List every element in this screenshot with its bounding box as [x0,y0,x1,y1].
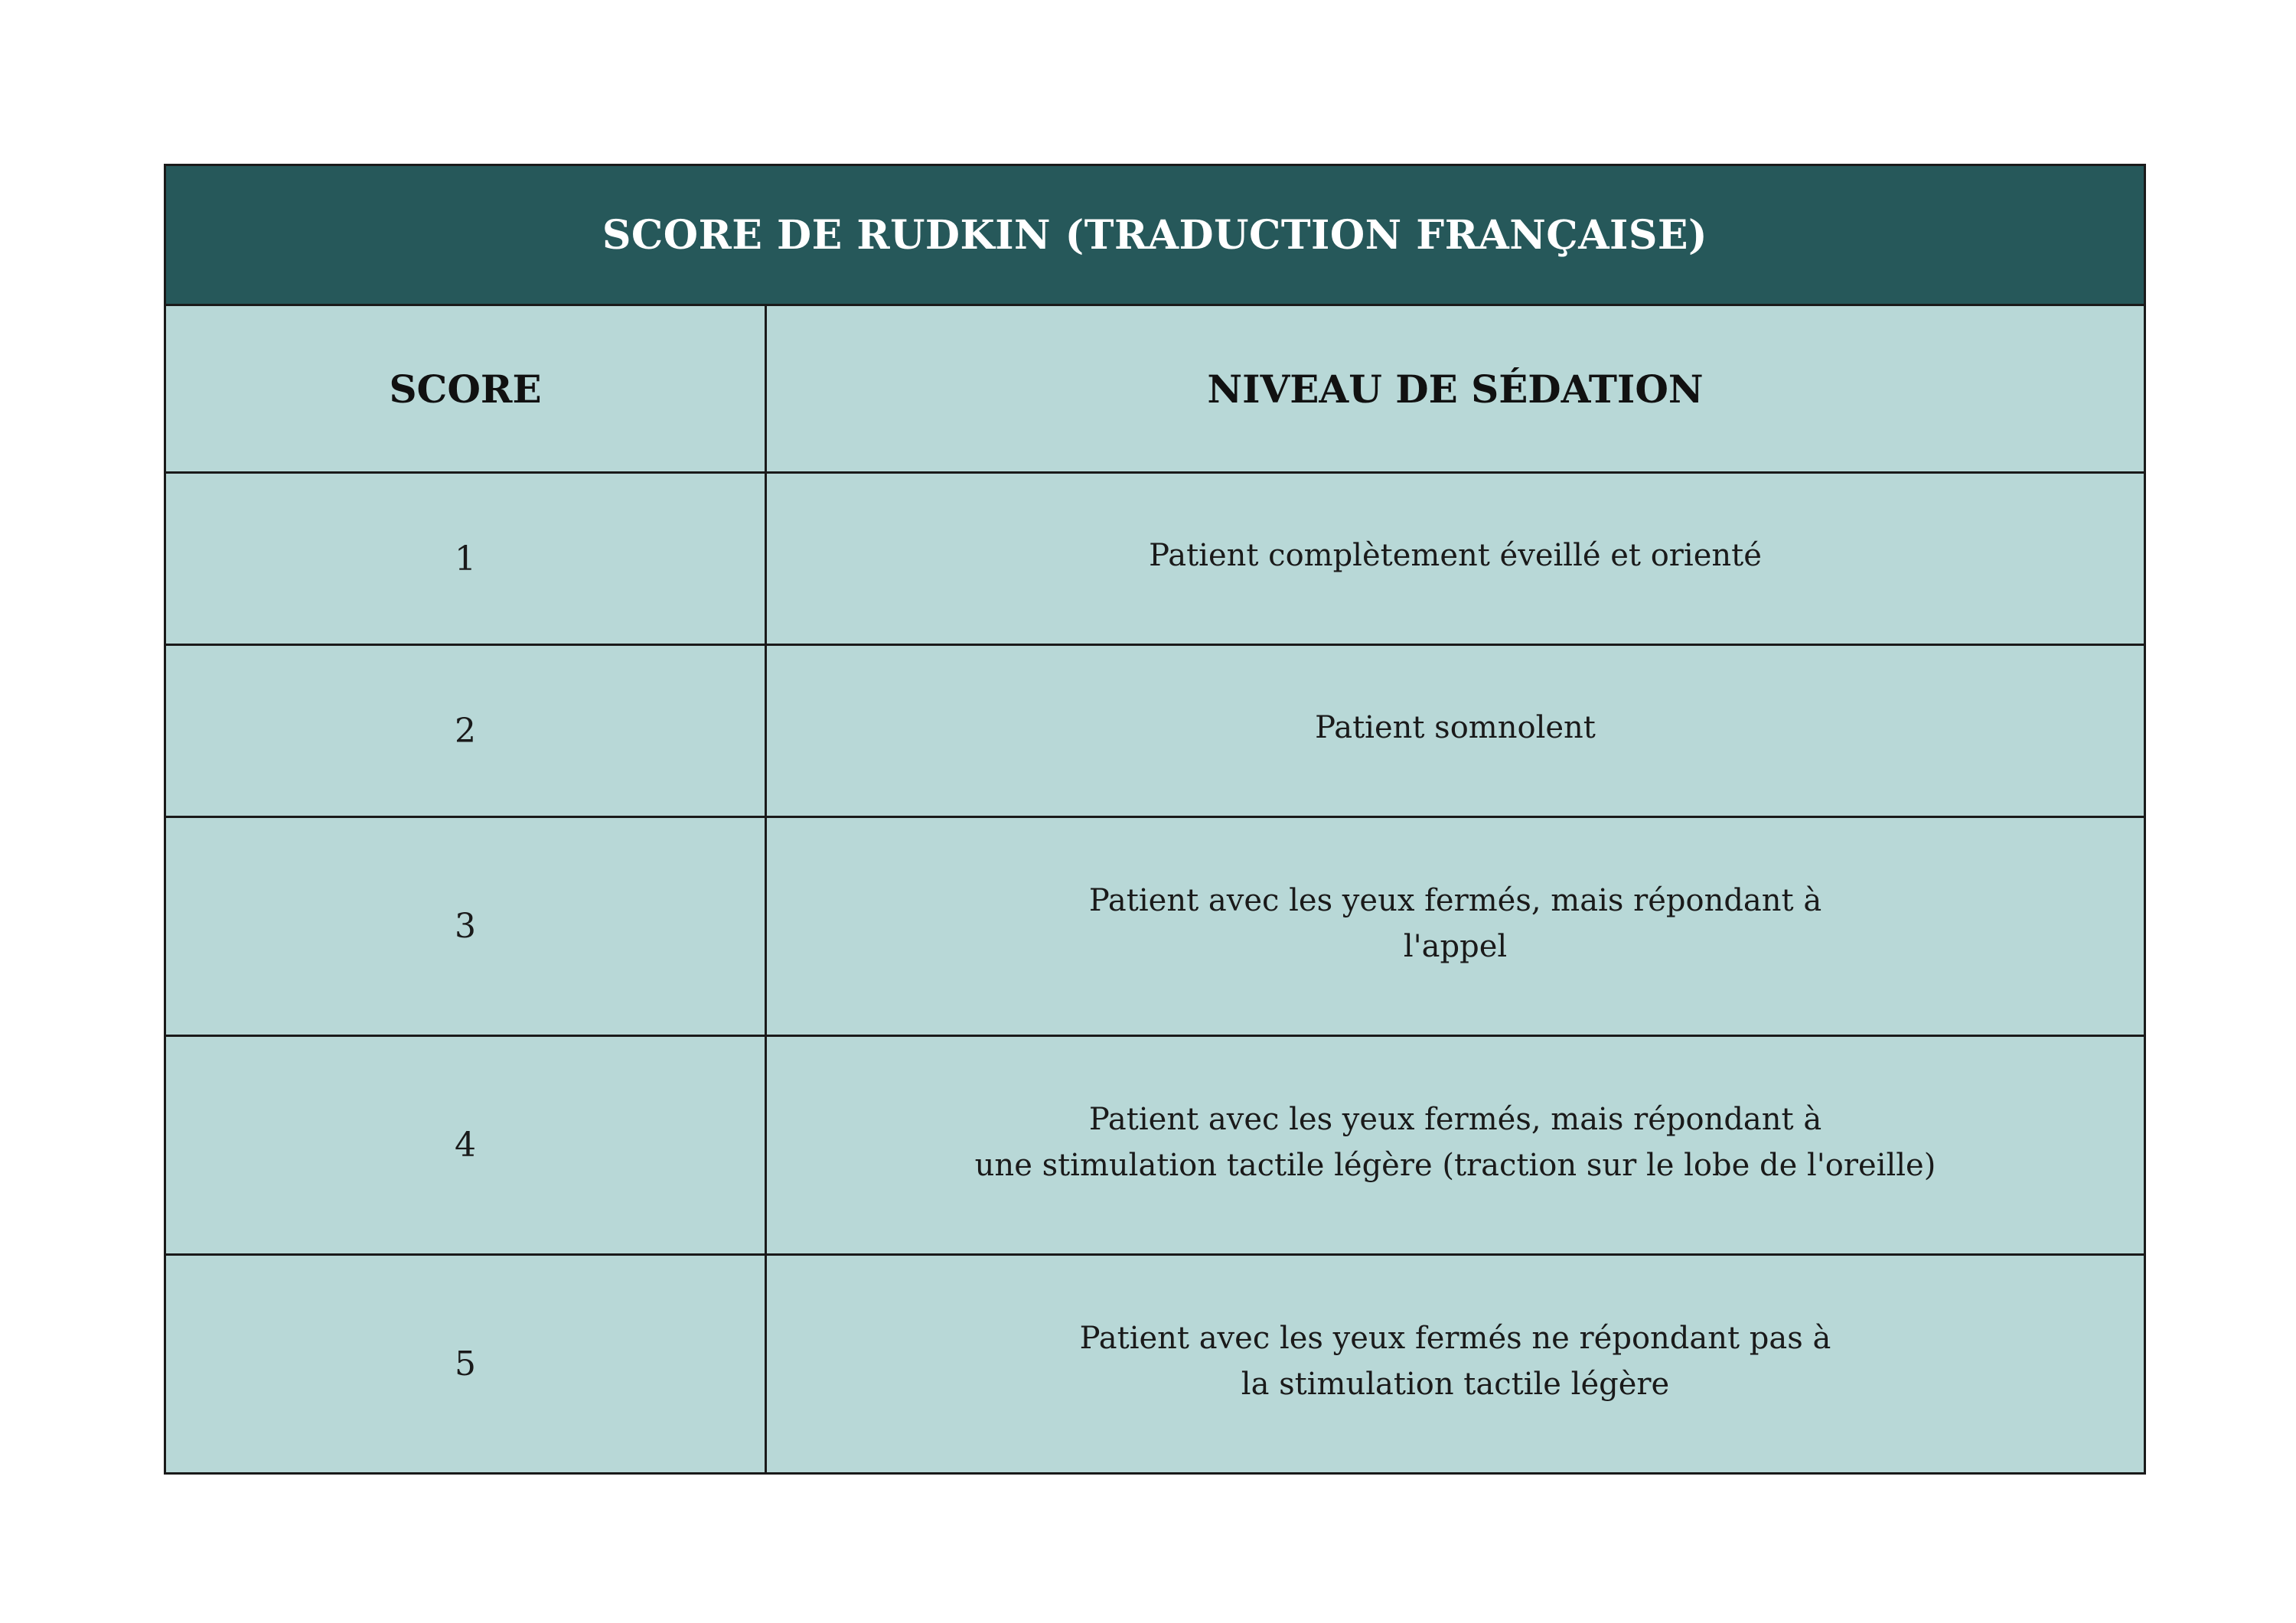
table-row [166,1256,2144,1472]
score-value: 4 [455,1126,476,1165]
table-row [166,1037,2144,1256]
table-title-row [166,166,2144,306]
description-line: l'appel [1403,928,1508,964]
table-header-row [166,306,2144,474]
score-cell [166,818,767,1035]
header-cell-score [166,306,767,471]
description-line: Patient avec les yeux fermés, mais répondant à [1088,882,1822,918]
score-value: 2 [455,711,476,751]
description-cell [767,1037,2144,1253]
score-value: 5 [455,1344,476,1383]
table-title: SCORE DE RUDKIN (TRADUCTION FRANÇAISE) [602,211,1708,259]
description-text [1089,878,1821,970]
description-line: Patient complètement éveillé et orienté [1149,538,1762,573]
description-cell [767,474,2144,644]
description-cell [767,646,2144,816]
description-text [975,1097,1936,1188]
score-value: 3 [455,907,476,946]
header-cell-level [767,306,2144,471]
table-row [166,818,2144,1037]
description-cell [767,1256,2144,1472]
description-line: la stimulation tactile légère [1241,1366,1670,1402]
score-cell [166,1037,767,1253]
score-cell [166,474,767,644]
score-cell [166,1256,767,1472]
description-line: Patient avec les yeux fermés, mais répondant à [1088,1101,1822,1137]
table-row [166,646,2144,818]
score-value: 1 [455,539,476,578]
description-line: Patient avec les yeux fermés ne répondant pas à [1079,1320,1831,1356]
description-cell [767,818,2144,1035]
header-score-label: SCORE [389,366,542,412]
header-level-label: NIVEAU DE SÉDATION [1207,366,1704,412]
description-text [1315,705,1596,751]
table-row [166,474,2144,646]
rudkin-score-table [164,164,2146,1475]
score-cell [166,646,767,816]
description-text [1080,1315,1831,1407]
description-text [1149,533,1762,578]
description-line: Patient somnolent [1315,710,1596,745]
description-line: une stimulation tactile légère (traction sur le lobe de l'oreille) [974,1147,1936,1183]
